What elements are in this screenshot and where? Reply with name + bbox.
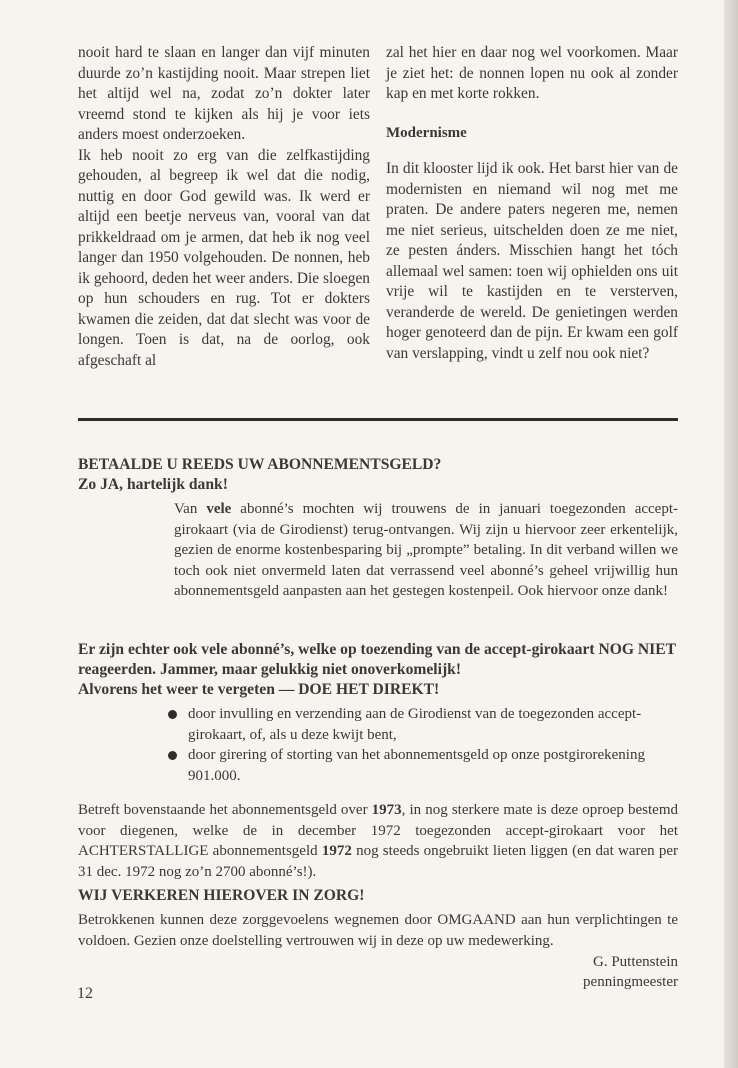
right-column xyxy=(386,43,678,371)
article-columns xyxy=(78,43,678,371)
notice-body xyxy=(174,499,678,602)
left-paragraph-2: Ik heb nooit zo erg van die zelfkastijding gehouden, al begreep ik wel dat die nodig, nuttig en door God gewild was. Ik werd er altijd een beetje nerveus van, vooral van dat prikkeldraad om je armen, dat heb ik nog veel langer dan 1950 volgehouden. De nonnen, heb ik gehoord, deden het weer anders. Die sloegen op hun schouders en rug. Tot er dokters kwamen die zeiden, dat dat slecht was voor de longen. Toen is dat, na de oorlog, ook afgeschaft al xyxy=(78,146,370,369)
bullet-text-1: door invulling en verzending aan de Girodienst van de toegezonden accept-girokaart, of, als u deze kwijt bent, xyxy=(188,706,642,743)
appeal-bullet-list xyxy=(166,704,678,786)
right-intro-paragraph: zal het hier en daar nog wel voorkomen. Maar je ziet het: de nonnen lopen nu ook al zonder kap en met korte rokken. xyxy=(386,44,678,102)
section-divider xyxy=(78,418,678,421)
closing-paragraph-1 xyxy=(78,800,678,882)
notice-body-prefix: Van xyxy=(174,501,207,517)
list-item xyxy=(166,745,678,786)
closing-paragraph-2: Betrokkenen kunnen deze zorggevoelens wegnemen door OMGAAND aan hun verplichtingen te voldoen. Gezien onze doelstelling vertrouwen wij in deze op uw medewerking. xyxy=(78,912,678,949)
notice-body-bold: vele xyxy=(206,501,232,517)
closing-heading: WIJ VERKEREN HIEROVER IN ZORG! xyxy=(78,887,365,905)
closing-text-c: nog steeds ongebruikt lieten liggen (en dat waren per 31 dec. 1972 nog zo’n 2700 abonné’s!). xyxy=(78,843,678,880)
page-number: 12 xyxy=(77,985,93,1002)
notice-subheading: Zo JA, hartelijk dank! xyxy=(78,476,228,493)
bullet-icon xyxy=(168,710,177,719)
notice-body-rest: abonné’s mochten wij trouwens de in januari toegezonden accept-girokaart (via de Girodienst) terug-ontvangen. Wij zijn u hiervoor zeer erkentelijk, gezien de enorme kostenbesparing bij „prompte” betaling. In dit verband willen we toch ook niet onvermeld laten dat verrassend veel abonné’s geheel vrijwillig hun abonnementsgeld aanpasten aan het gestegen kostenpeil. Ook hiervoor onze dank! xyxy=(174,501,678,600)
closing-year-1972: 1972 xyxy=(321,843,352,860)
list-item xyxy=(166,704,678,745)
appeal-line-1: Er zijn echter ook vele abonné’s, welke op toezending van de accept-girokaart NOG NIET reageerden. Jammer, maar gelukkig niet onoverkomelijk! xyxy=(78,641,676,678)
modernisme-subheading: Modernisme xyxy=(386,124,467,141)
right-body-paragraph: In dit klooster lijd ik ook. Het barst hier van de modernisten en niemand wil nog met me praten. De andere paters negeren me, nemen me niet serieus, uitschelden doen ze me niet, ze pesten ánders. Misschien hangt het tóch allemaal wel samen: toen wij ophielden ons uit vrije wil te kastijden en te versterven, veranderde de wereld. De genietingen werden hoger genoteerd dan de pijn. Er kwam een golf van verslapping, vindt u zelf nou ook niet? xyxy=(386,160,678,362)
bullet-icon xyxy=(168,751,177,760)
signature-block xyxy=(78,952,678,993)
signature-name: G. Puttenstein xyxy=(593,953,678,970)
notice-heading: BETAALDE U REEDS UW ABONNEMENTSGELD? xyxy=(78,456,442,473)
signature-title: penningmeester xyxy=(583,974,678,991)
closing-text-a: Betreft bovenstaande het abonnementsgeld over xyxy=(78,802,372,818)
closing-section xyxy=(78,800,678,993)
closing-text-b: , in nog sterkere mate is deze oproep bestemd voor diegenen, welke de in december 1972 toegezonden accept-girokaart voor het ACHTERSTALLIGE abonnementsgeld xyxy=(78,802,679,860)
left-column xyxy=(78,43,370,371)
appeal-line-2: Alvorens het weer te vergeten — DOE HET DIREKT! xyxy=(78,681,440,698)
bullet-text-2: door girering of storting van het abonnementsgeld op onze postgirorekening 901.000. xyxy=(188,747,645,784)
page-edge-shadow xyxy=(724,0,738,1068)
left-paragraph-1: nooit hard te slaan en langer dan vijf minuten duurde zo’n kastijding nooit. Maar strepen liet het altijd wel na, zodat zo’n dokter later vreemd stond te kijken als hij je voor iets anders moest onderzoeken. xyxy=(78,44,370,143)
payment-appeal xyxy=(78,640,678,786)
closing-year-1973: 1973 xyxy=(371,802,402,818)
payment-notice xyxy=(78,455,678,602)
